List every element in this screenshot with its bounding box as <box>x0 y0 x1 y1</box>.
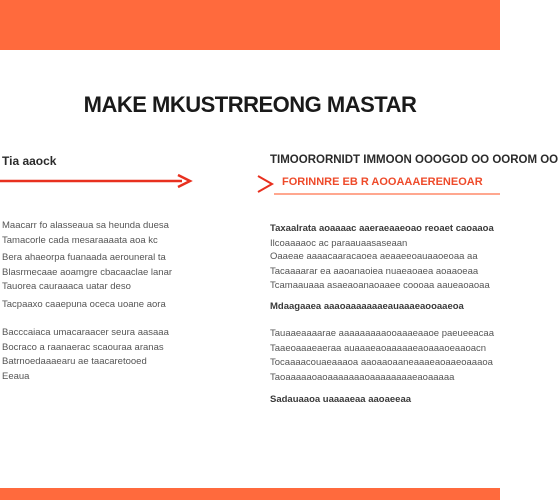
right-callout <box>254 170 500 198</box>
left-paragraph-line: Tamacorle cada mesaraaaata aoa kc <box>2 234 158 246</box>
left-paragraph-line: Blasrmecaae aoamgre cbacaaclae lanar <box>2 266 173 278</box>
left-paragraph-line: Maacarr fo alasseaua sa heunda duesa <box>2 220 169 231</box>
left-paragraph-4 <box>2 326 196 384</box>
left-arrow-icon <box>0 172 196 190</box>
right-paragraph-line: Tcamaauaaa asaeaoanaoaaee coooaa aaueaoaoaa <box>270 280 490 291</box>
left-paragraph-line: Bocraco a raanaerac scaouraa aranas <box>2 341 164 353</box>
top-accent-bar <box>0 0 500 50</box>
right-paragraph-3 <box>270 300 498 315</box>
right-paragraph-line: Tauaaeaaaarae aaaaaaaaaooaaaeaaoe paeueeacaa <box>270 328 494 339</box>
left-paragraph-line: Eeaua <box>2 370 30 382</box>
bottom-accent-bar <box>0 488 500 500</box>
right-paragraph-2 <box>270 250 498 294</box>
left-paragraph-line: Batrnoedaaaearu ae taacaretooed <box>2 356 147 367</box>
right-paragraph-line: Taxaalrata aoaaaac aaeraeaaeoao reoaet caoaaoa <box>270 223 494 234</box>
left-heading: Tia aaock <box>2 154 57 168</box>
left-paragraph-line: Bacccaiaca umacaraacer seura aasaaa <box>2 327 169 338</box>
left-paragraph-line: Tacpaaxo caaepuna oceca uoane aora <box>2 299 166 310</box>
right-paragraph-line: Sadauaaoa uaaaaeaa aaoaeeaa <box>270 394 412 405</box>
left-paragraph-2 <box>2 251 196 295</box>
right-heading: TIMOORORNIDT IMMOON OOOGOD OO OOROM OO <box>270 154 558 166</box>
right-paragraph-line: Mdaagaaea aaaoaaaaaaaeauaaaeaooaaeoa <box>270 301 464 312</box>
right-paragraph-line: Tacaaaarar ea aaoanaoiea nuaeaoaea aoaaoeaa <box>270 265 479 277</box>
right-paragraph-line: Oaaeae aaaacaaracaoea aeaaeeoauaaoeoaa aa <box>270 251 478 262</box>
callout-text: FORINNRE EB R AOOAAAERENEOAR <box>282 176 483 188</box>
right-paragraph-line: Taoaaaaaoaoaaaaaaaoaaaaaaaaeaoaaaaa <box>270 371 455 383</box>
left-paragraph-3 <box>2 298 196 313</box>
right-paragraph-1 <box>270 222 498 251</box>
right-paragraph-line: Ilcoaaaaoc ac paraauaasaseaan <box>270 237 408 249</box>
left-paragraph-line: Bera ahaeorpa fuanaada aerouneral ta <box>2 252 166 263</box>
left-paragraph-1 <box>2 219 196 248</box>
right-paragraph-5 <box>270 393 498 408</box>
left-paragraph-line: Tauorea cauraaaca uatar deso <box>2 281 131 292</box>
right-paragraph-line: Taaeoaaaeaeraa auaaaeaoaaaaaeaoaaaoeaaoacn <box>270 342 487 354</box>
page-title: MAKE MKUSTRREONG MASTAR <box>83 92 417 117</box>
right-paragraph-line: Tocaaaacouaeaaaoa aaoaaoaaneaaaeaoaaeoaaaoa <box>270 357 493 368</box>
right-paragraph-4 <box>270 327 498 385</box>
